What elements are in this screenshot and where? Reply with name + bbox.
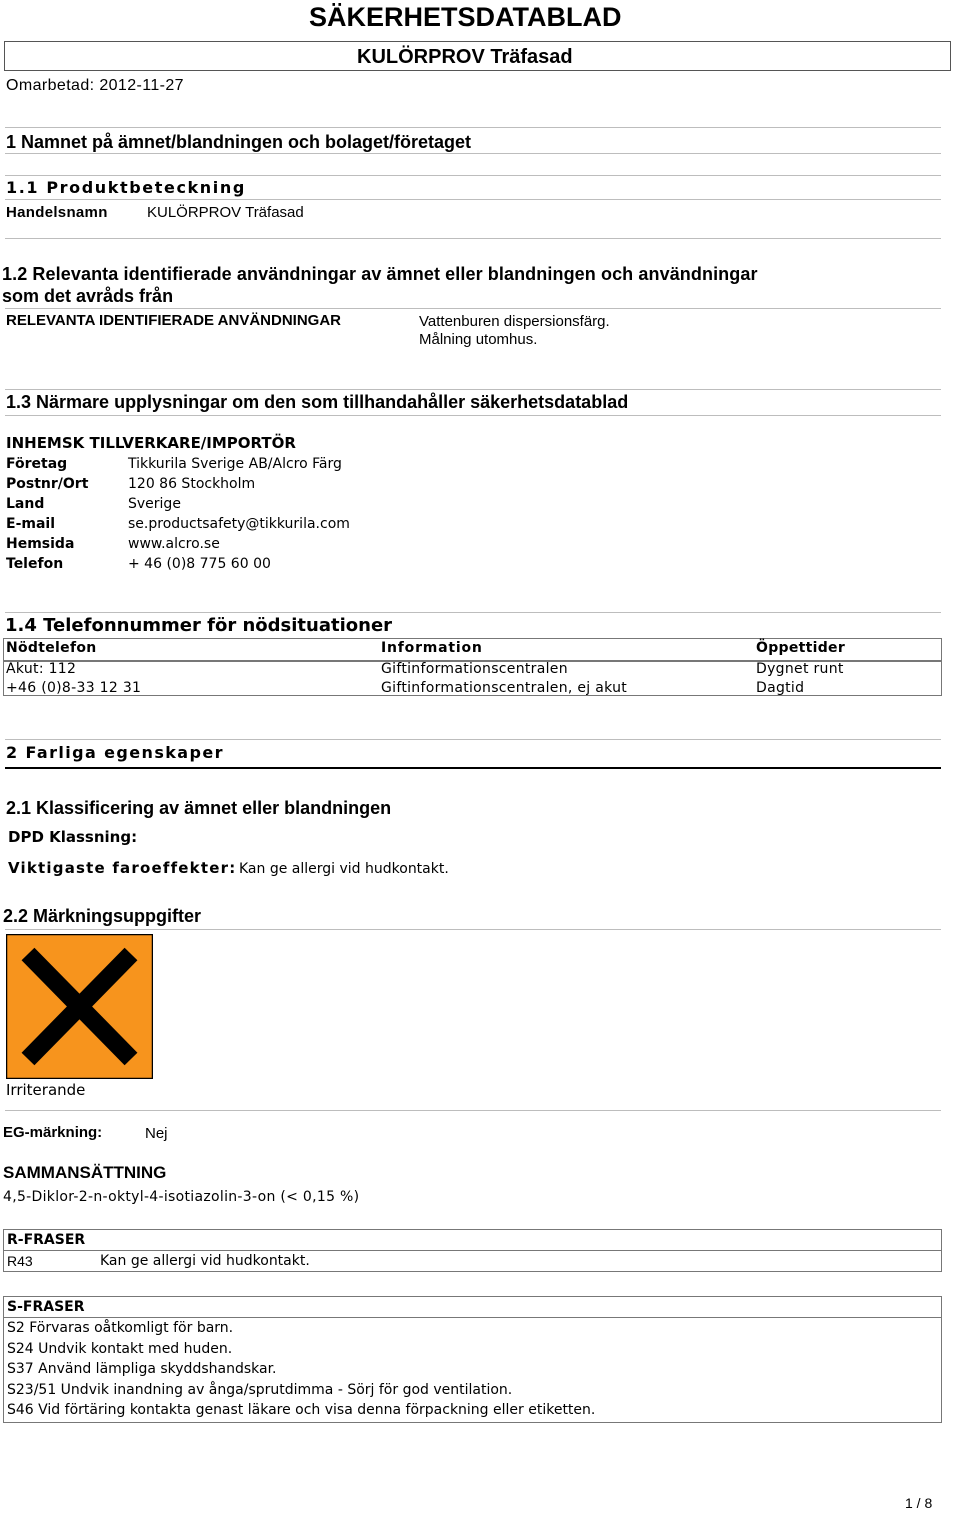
supplier-email-label: E-mail — [6, 516, 56, 532]
emergency-row-1-info: Giftinformationscentralen — [381, 661, 568, 677]
emergency-row-2-hours: Dagtid — [756, 680, 805, 696]
identified-uses-label: RELEVANTA IDENTIFIERADE ANVÄNDNINGAR — [6, 312, 342, 329]
supplier-country-value: Sverige — [128, 496, 181, 512]
s-phrase-s24: S24 Undvik kontakt med huden. — [7, 1340, 233, 1357]
r-phrase-code: R43 — [7, 1253, 33, 1269]
rule — [5, 175, 941, 176]
supplier-email-link[interactable]: se.productsafety@tikkurila.com — [128, 516, 350, 532]
section-2-1-heading: 2.1 Klassificering av ämnet eller blandningen — [6, 798, 392, 818]
supplier-company-label: Företag — [6, 456, 68, 472]
emergency-row-1-phone: Akut: 112 — [6, 661, 77, 677]
harmful-irritant-x-icon — [6, 934, 153, 1079]
eg-marking-value: Nej — [145, 1125, 168, 1142]
rule — [5, 415, 941, 416]
rule — [5, 238, 941, 239]
section-1-2-heading-line1: 1.2 Relevanta identifierade användningar av ämnet eller blandningen och användningar — [2, 264, 758, 284]
supplier-subheading: INHEMSK TILLVERKARE/IMPORTÖR — [6, 434, 296, 452]
page-number: 1 / 8 — [905, 1495, 933, 1511]
supplier-postal-value: 120 86 Stockholm — [128, 476, 256, 492]
r-phrase-row — [4, 1251, 941, 1273]
supplier-phone-label: Telefon — [6, 556, 64, 572]
rule — [5, 199, 941, 200]
emergency-phone-table — [3, 638, 942, 696]
rule — [5, 929, 941, 930]
identified-uses-line1: Vattenburen dispersionsfärg. — [419, 313, 610, 330]
revision-date: Omarbetad: 2012-11-27 — [6, 77, 184, 94]
eg-marking-label: EG-märkning: — [3, 1124, 103, 1141]
supplier-company-row — [6, 454, 342, 474]
s-phrases-box — [3, 1296, 942, 1423]
supplier-country-label: Land — [6, 496, 45, 512]
col-information: Information — [381, 640, 483, 656]
section-2-heading: 2 Farliga egenskaper — [6, 743, 224, 762]
r-phrase-text: Kan ge allergi vid hudkontakt. — [100, 1253, 310, 1269]
composition-heading: SAMMANSÄTTNING — [3, 1163, 167, 1182]
r-phrases-box — [3, 1229, 942, 1272]
s-phrases-heading: S-FRASER — [4, 1297, 941, 1318]
rule — [5, 612, 941, 613]
supplier-phone-value: + 46 (0)8 775 60 00 — [128, 556, 271, 572]
section-1-4-heading: 1.4 Telefonnummer för nödsituationer — [5, 615, 393, 636]
s-phrase-s2: S2 Förvaras oåtkomligt för barn. — [7, 1320, 234, 1336]
trade-name-label: Handelsnamn — [6, 204, 108, 221]
emergency-row-1-hours: Dygnet runt — [756, 661, 844, 677]
s-phrase-s46: S46 Vid förtäring kontakta genast läkare och visa denna förpackning eller etiketten. — [7, 1402, 596, 1418]
rule — [5, 739, 941, 740]
composition-value: 4,5-Diklor-2-n-oktyl-4-isotiazolin-3-on (< 0,15 %) — [3, 1189, 360, 1205]
col-emergency-phone: Nödtelefon — [6, 640, 97, 656]
supplier-postal-row — [6, 474, 255, 494]
emergency-row-2-info: Giftinformationscentralen, ej akut — [381, 680, 628, 696]
document-title: SÄKERHETSDATABLAD — [309, 2, 622, 32]
hazard-symbol-caption: Irriterande — [6, 1081, 86, 1099]
supplier-phone-row — [6, 554, 271, 574]
supplier-website-row — [6, 534, 220, 554]
s-phrase-s37: S37 Använd lämpliga skyddshandskar. — [7, 1361, 277, 1377]
supplier-website-label: Hemsida — [6, 536, 75, 552]
col-opening-hours: Öppettider — [756, 640, 846, 656]
emergency-row-2-phone: +46 (0)8-33 12 31 — [6, 680, 142, 696]
section-1-heading: 1 Namnet på ämnet/blandningen och bolaget/företaget — [6, 132, 472, 152]
rule — [5, 308, 941, 309]
section-1-3-heading: 1.3 Närmare upplysningar om den som tillhandahåller säkerhetsdatablad — [6, 392, 629, 412]
trade-name-value: KULÖRPROV Träfasad — [147, 204, 304, 221]
identified-uses-line2: Målning utomhus. — [419, 331, 538, 348]
s-phrase-s23-51: S23/51 Undvik inandning av ånga/sprutdimma - Sörj för god ventilation. — [7, 1381, 513, 1398]
supplier-postal-label: Postnr/Ort — [6, 476, 89, 492]
dpd-classification-label: DPD Klassning: — [8, 828, 138, 846]
supplier-email-row — [6, 514, 350, 534]
section-2-2-heading: 2.2 Märkningsuppgifter — [3, 906, 202, 926]
rule — [5, 127, 941, 128]
main-hazard-effects-label: Viktigaste faroeffekter: — [8, 859, 237, 877]
main-hazard-effects-value: Kan ge allergi vid hudkontakt. — [239, 861, 449, 877]
supplier-company-value: Tikkurila Sverige AB/Alcro Färg — [128, 456, 342, 472]
product-title: KULÖRPROV Träfasad — [357, 46, 573, 68]
supplier-website-link[interactable]: www.alcro.se — [128, 536, 220, 552]
rule — [5, 153, 941, 154]
section-1-1-heading: 1.1 Produktbeteckning — [6, 178, 246, 197]
supplier-country-row — [6, 494, 181, 514]
r-phrases-heading: R-FRASER — [4, 1230, 941, 1251]
section-1-2-heading-line2: som det avråds från — [2, 286, 174, 306]
rule — [5, 1110, 941, 1111]
rule — [5, 767, 941, 769]
